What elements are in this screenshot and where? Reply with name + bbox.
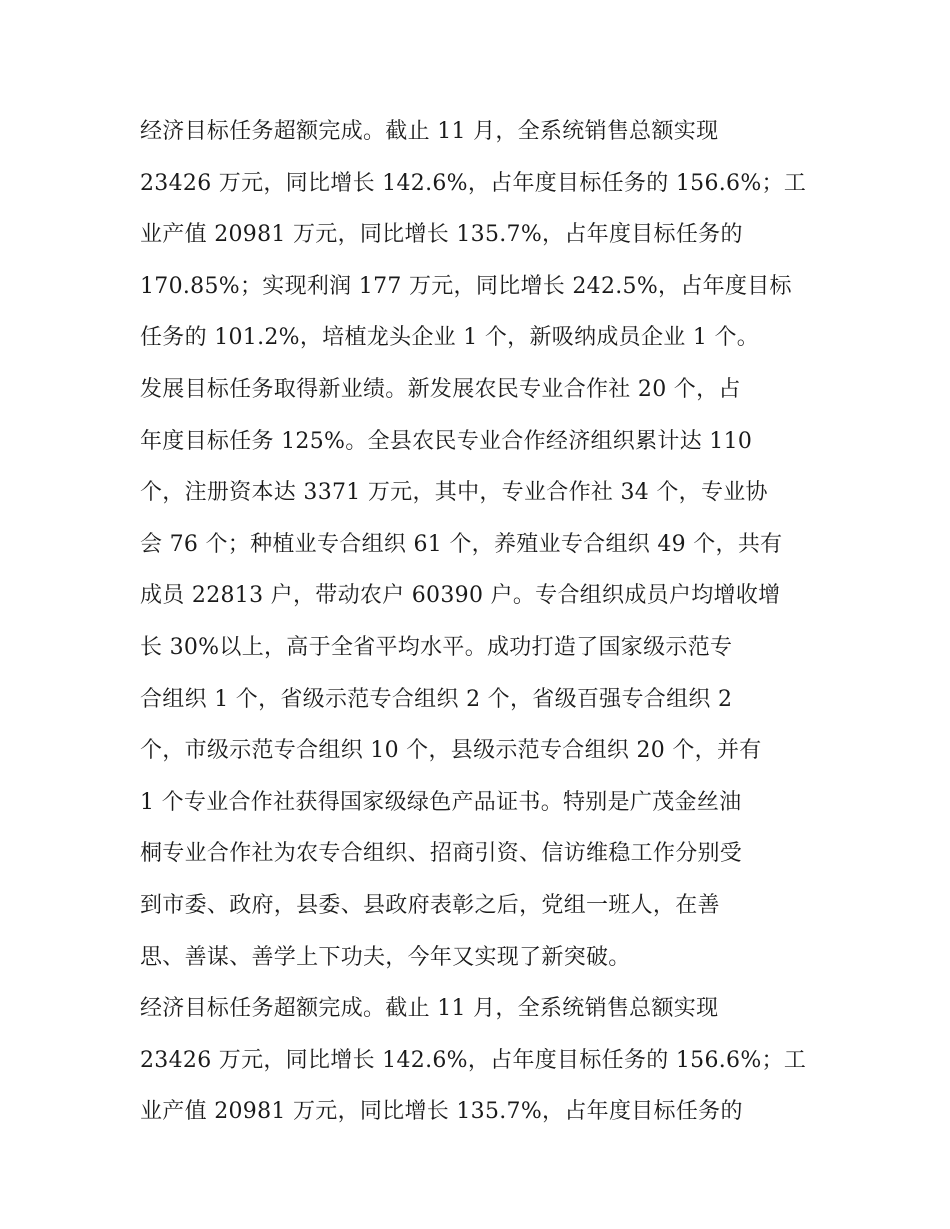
text-line: 成员 22813 户，带动农户 60390 户。专合组织成员户均增收增 — [140, 583, 781, 609]
text-line: 长 30%以上，高于全省平均水平。成功打造了国家级示范专 — [140, 634, 733, 660]
text-line: 桐专业合作社为农专合组织、招商引资、信访维稳工作分别受 — [140, 841, 743, 867]
text-line: 23426 万元，同比增长 142.6%，占年度目标任务的 156.6%；工 — [140, 170, 807, 196]
text-line: 任务的 101.2%，培植龙头企业 1 个，新吸纳成员企业 1 个。 — [140, 325, 760, 351]
text-line: 1 个专业合作社获得国家级绿色产品证书。特别是广茂金丝油 — [140, 789, 742, 815]
text-line: 23426 万元，同比增长 142.6%，占年度目标任务的 156.6%；工 — [140, 1047, 807, 1073]
text-line: 170.85%；实现利润 177 万元，同比增长 242.5%，占年度目标 — [140, 273, 792, 299]
text-line: 年度目标任务 125%。全县农民专业合作经济组织累计达 110 — [140, 428, 753, 454]
text-line: 发展目标任务取得新业绩。新发展农民专业合作社 20 个，占 — [140, 376, 741, 402]
text-line: 业产值 20981 万元，同比增长 135.7%，占年度目标任务的 — [140, 1099, 743, 1125]
text-line: 个，市级示范专合组织 10 个，县级示范专合组织 20 个，并有 — [140, 738, 762, 764]
body-text — [140, 106, 820, 1138]
text-line: 业产值 20981 万元，同比增长 135.7%，占年度目标任务的 — [140, 222, 743, 248]
text-line: 个，注册资本达 3371 万元，其中，专业合作社 34 个，专业协 — [140, 480, 768, 506]
text-line: 会 76 个；种植业专合组织 61 个，养殖业专合组织 49 个，共有 — [140, 531, 783, 557]
text-line: 经济目标任务超额完成。截止 11 月，全系统销售总额实现 — [140, 119, 719, 144]
text-line: 合组织 1 个，省级示范专合组织 2 个，省级百强专合组织 2 — [140, 686, 733, 712]
text-line: 思、善谋、善学上下功夫，今年又实现了新突破。 — [140, 944, 631, 970]
text-line: 到市委、政府，县委、县政府表彰之后，党组一班人，在善 — [140, 892, 720, 918]
text-line: 经济目标任务超额完成。截止 11 月，全系统销售总额实现 — [140, 996, 719, 1022]
